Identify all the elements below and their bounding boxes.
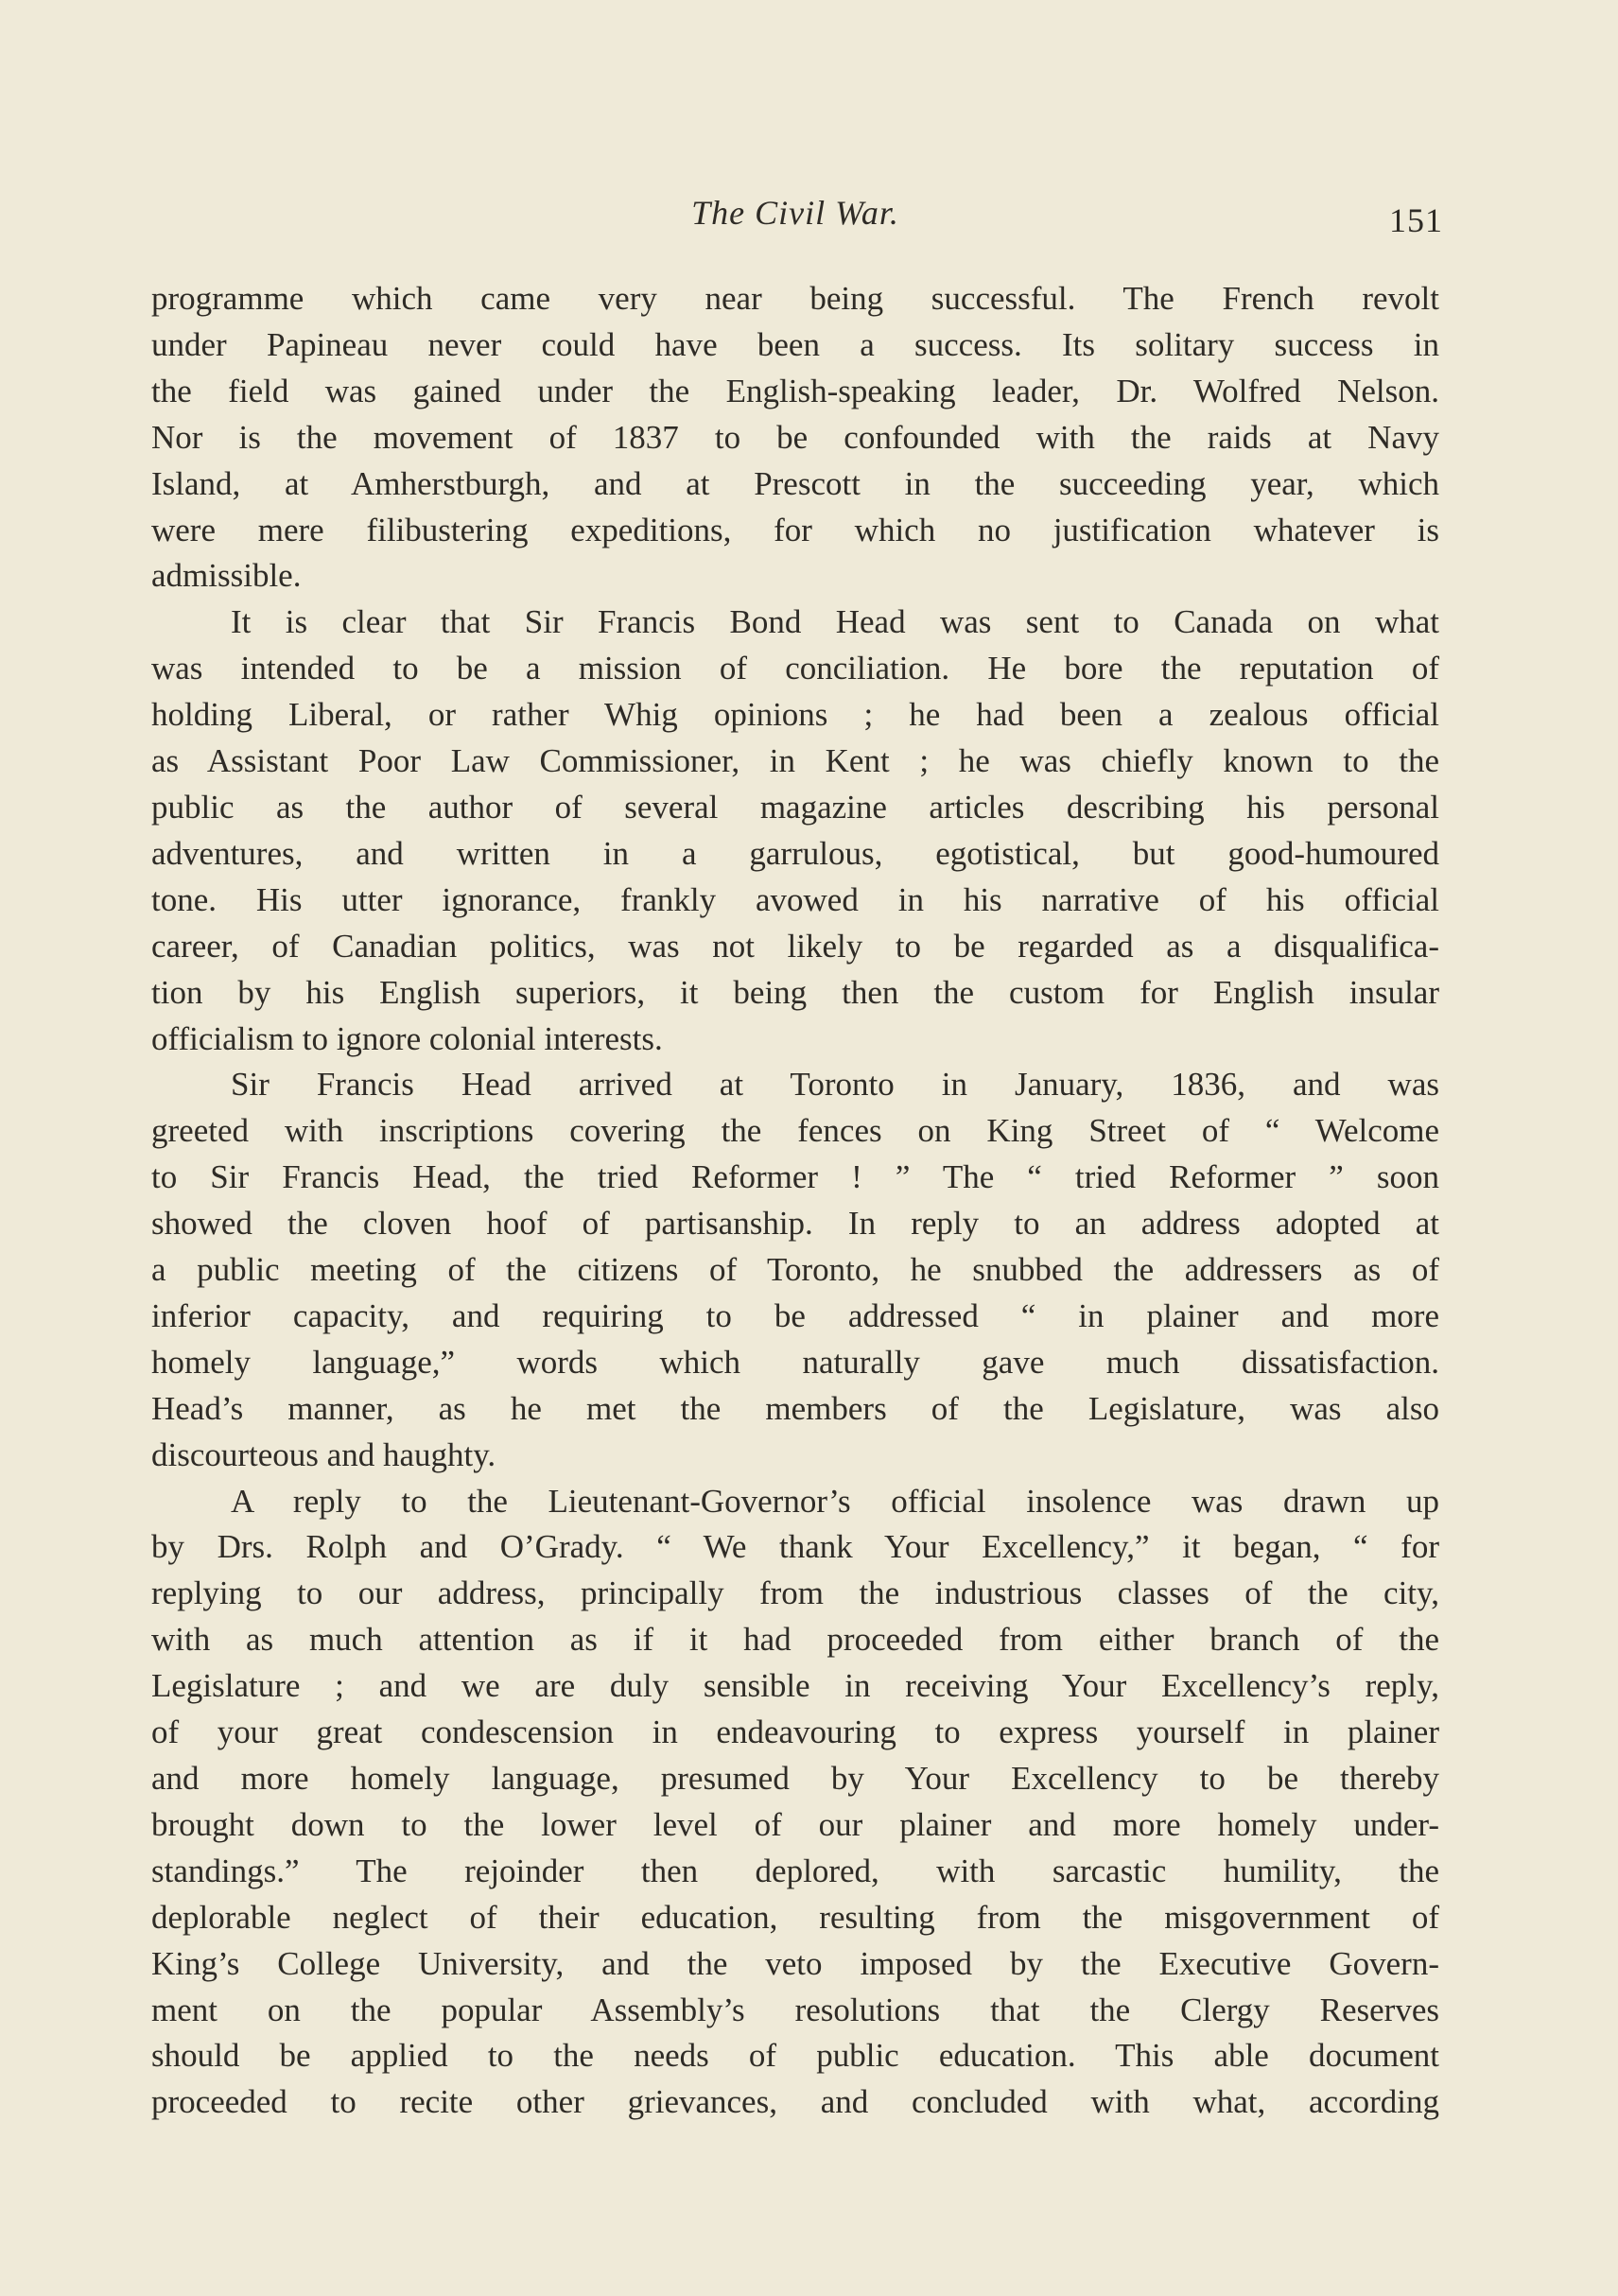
- text-line: a public meeting of the citizens of Toronto, he snubbed the addressers as of: [151, 1251, 1439, 1289]
- text-line: King’s College University, and the veto imposed by the Executive Govern-: [151, 1944, 1439, 1982]
- running-title: The Civil War.: [691, 194, 899, 232]
- text-line: standings.” The rejoinder then deplored, with sarcastic humility, the: [151, 1852, 1439, 1889]
- text-line: discourteous and haughty.: [151, 1435, 496, 1473]
- paragraph: [151, 1479, 1439, 2127]
- text-line: adventures, and written in a garrulous, egotistical, but good-humoured: [151, 834, 1439, 872]
- text-line: officialism to ignore colonial interests.: [151, 1019, 663, 1057]
- text-line: public as the author of several magazine articles describing his personal: [151, 788, 1439, 826]
- text-line: holding Liberal, or rather Whig opinions ; he had been a zealous official: [151, 696, 1439, 734]
- text-line: programme which came very near being successful. The French revolt: [151, 280, 1439, 317]
- text-line: It is clear that Sir Francis Bond Head was sent to Canada on what: [231, 603, 1439, 641]
- text-line: should be applied to the needs of public education. This able document: [151, 2037, 1439, 2075]
- text-line: by Drs. Rolph and O’Grady. “ We thank Your Excellency,” it began, “ for: [151, 1528, 1439, 1566]
- text-line: greeted with inscriptions covering the fences on King Street of “ Welcome: [151, 1112, 1439, 1150]
- text-line: ment on the popular Assembly’s resolutions that the Clergy Reserves: [151, 1991, 1439, 2028]
- text-line: Island, at Amherstburgh, and at Prescott in the succeeding year, which: [151, 464, 1439, 502]
- paragraph: [151, 276, 1439, 600]
- text-line: under Papineau never could have been a success. Its solitary success in: [151, 325, 1439, 363]
- text-line: inferior capacity, and requiring to be addressed “ in plainer and more: [151, 1296, 1439, 1334]
- text-line: tion by his English superiors, it being then the custom for English insular: [151, 973, 1439, 1011]
- text-line: A reply to the Lieutenant-Governor’s official insolence was drawn up: [231, 1482, 1439, 1520]
- text-line: replying to our address, principally from the industrious classes of the city,: [151, 1574, 1439, 1612]
- text-line: was intended to be a mission of conciliation. He bore the reputation of: [151, 650, 1439, 687]
- paragraph: [151, 1062, 1439, 1478]
- text-line: showed the cloven hoof of partisanship. In reply to an address adopted at: [151, 1205, 1439, 1243]
- text-line: the field was gained under the English-speaking leader, Dr. Wolfred Nelson.: [151, 372, 1439, 409]
- text-line: deplorable neglect of their education, resulting from the misgovernment of: [151, 1898, 1439, 1936]
- text-line: homely language,” words which naturally gave much dissatisfaction.: [151, 1343, 1439, 1381]
- text-line: proceeded to recite other grievances, and concluded with what, according: [151, 2083, 1439, 2121]
- text-line: Nor is the movement of 1837 to be confounded with the raids at Navy: [151, 418, 1439, 456]
- text-line: Head’s manner, as he met the members of the Legislature, was also: [151, 1389, 1439, 1427]
- text-line: of your great condescension in endeavouring to express yourself in plainer: [151, 1713, 1439, 1751]
- text-line: and more homely language, presumed by Your Excellency to be thereby: [151, 1760, 1439, 1797]
- text-line: brought down to the lower level of our plainer and more homely under-: [151, 1805, 1439, 1843]
- body-text: [151, 276, 1439, 2126]
- running-header: [151, 189, 1443, 239]
- text-line: tone. His utter ignorance, frankly avowed in his narrative of his official: [151, 880, 1439, 918]
- text-line: with as much attention as if it had proceeded from either branch of the: [151, 1621, 1439, 1659]
- text-line: admissible.: [151, 557, 302, 595]
- text-line: to Sir Francis Head, the tried Reformer ! ” The “ tried Reformer ” soon: [151, 1158, 1439, 1196]
- page-number: 151: [1389, 201, 1443, 239]
- paragraph: [151, 600, 1439, 1062]
- text-line: Legislature ; and we are duly sensible in receiving Your Excellency’s reply,: [151, 1667, 1439, 1705]
- text-line: were mere filibustering expeditions, for which no justification whatever is: [151, 511, 1439, 548]
- text-line: Sir Francis Head arrived at Toronto in January, 1836, and was: [231, 1066, 1439, 1104]
- text-line: career, of Canadian politics, was not likely to be regarded as a disqualifica-: [151, 927, 1439, 965]
- text-line: as Assistant Poor Law Commissioner, in Kent ; he was chiefly known to the: [151, 742, 1439, 780]
